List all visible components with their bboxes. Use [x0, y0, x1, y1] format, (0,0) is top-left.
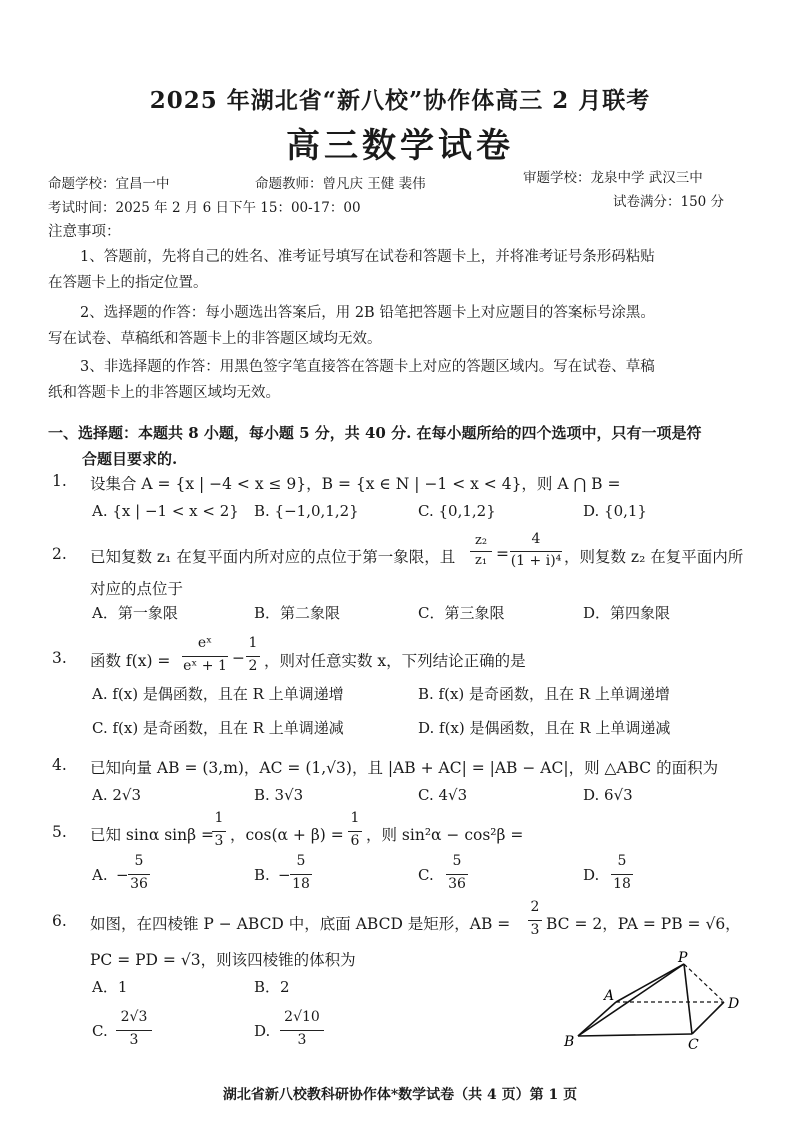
fraction-bar: [280, 1030, 324, 1031]
fraction-bar: [212, 831, 226, 832]
equals-sign: =: [496, 545, 509, 563]
option-a-sign: −: [116, 866, 129, 884]
fraction-denominator: 6: [350, 833, 360, 849]
vertex-label-c: C: [688, 1037, 699, 1050]
option-d: D．第四象限: [583, 604, 671, 622]
edge-pc: [684, 964, 692, 1034]
note-line: 1、答题前，先将自己的姓名、准考证号填写在试卷和答题卡上，并将准考证号条形码粘贴: [80, 249, 655, 265]
minus-sign: −: [232, 649, 245, 667]
fraction-bar: [246, 656, 260, 657]
option-b-label: B.: [254, 866, 270, 884]
option-b-sign: −: [278, 866, 291, 884]
option-c: C．第三象限: [418, 604, 505, 622]
edge-cd: [692, 1002, 724, 1034]
fraction-bar: [128, 874, 150, 875]
option-a: A．1: [92, 978, 128, 996]
option-a-denominator: 36: [130, 876, 148, 892]
vertex-label-a: A: [604, 988, 615, 1004]
full-score: 试卷满分：150 分: [613, 194, 725, 210]
question-number: 2.: [52, 545, 67, 563]
fraction-bar: [116, 1030, 152, 1031]
fraction-denominator: 3: [214, 833, 224, 849]
option-d-label: D.: [583, 866, 600, 884]
question-number: 3.: [52, 649, 67, 667]
fraction-denominator: (1 + i)⁴: [510, 553, 562, 569]
option-d-numerator: 5: [617, 853, 627, 869]
note-line: 写在试卷、草稿纸和答题卡上的非答题区域均无效。: [48, 331, 382, 347]
fraction-bar: [528, 920, 542, 921]
option-b: B．第二象限: [254, 604, 341, 622]
note-line: 2、选择题的作答：每小题选出答案后，用 2B 铅笔把答题卡上对应题目的答案标号涂黑。: [80, 305, 655, 321]
question-stem-cont: ，则复数 z₂ 在复平面内所: [564, 548, 744, 566]
question-number: 6.: [52, 912, 67, 930]
option-c-denominator: 36: [448, 876, 466, 892]
option-a: A. 2√3: [92, 786, 142, 804]
option-b: B. 3√3: [254, 786, 304, 804]
edge-pb: [578, 964, 684, 1036]
fraction-bar: [611, 874, 633, 875]
fraction-numerator: eˣ: [197, 635, 213, 651]
proposition-school: 命题学校：宜昌一中: [48, 176, 170, 192]
option-b: B. f(x) 是奇函数，且在 R 上单调递增: [418, 685, 670, 703]
option-c-label: C.: [92, 1022, 108, 1040]
edge-pd-hidden: [684, 964, 724, 1002]
fraction-bar: [446, 874, 468, 875]
note-line: 在答题卡上的指定位置。: [48, 275, 208, 291]
vertex-label-b: B: [564, 1034, 575, 1050]
page-footer: 湖北省新八校教科研协作体*数学试卷（共 4 页）第 1 页: [222, 1087, 578, 1103]
edge-ba: [578, 1002, 616, 1036]
option-d-numerator: 2√10: [284, 1009, 320, 1025]
question-stem: 已知向量 AB = (3,m)，AC = (1,√3)，且 |AB + AC| = |AB − AC|，则 △ABC 的面积为: [90, 759, 719, 777]
note-line: 3、非选择题的作答：用黑色签字笔直接答在答题卡上对应的答题区域内。写在试卷、草稿: [80, 359, 655, 375]
question-stem-line2: 对应的点位于: [90, 580, 184, 598]
fraction-bar: [290, 874, 312, 875]
question-stem-cont: BC = 2，PA = PB = √6，: [546, 915, 741, 933]
question-number: 4.: [52, 756, 67, 774]
fraction-numerator: 2: [530, 899, 540, 915]
option-d-denominator: 3: [297, 1032, 307, 1048]
section-heading-cont: 合题目要求的.: [82, 450, 178, 468]
option-d: D. f(x) 是偶函数，且在 R 上单调递减: [418, 719, 671, 737]
option-c: C. f(x) 是奇函数，且在 R 上单调递减: [92, 719, 344, 737]
fraction-numerator: 1: [350, 810, 360, 826]
fraction-bar: [510, 551, 562, 552]
fraction-denominator: z₁: [474, 553, 488, 568]
exam-time: 考试时间：2025 年 2 月 6 日下午 15：00-17：00: [48, 200, 361, 216]
option-c: C. 4√3: [418, 786, 468, 804]
vertex-label-p: P: [678, 950, 688, 966]
notes-heading: 注意事项：: [48, 224, 121, 240]
note-line: 纸和答题卡上的非答题区域均无效。: [48, 385, 280, 401]
question-stem-cont: ，cos(α + β) =: [230, 826, 344, 844]
edge-bc: [578, 1034, 692, 1036]
vertex-label-d: D: [728, 996, 740, 1012]
option-d: D. 6√3: [583, 786, 633, 804]
fraction-denominator: 3: [530, 922, 540, 938]
fraction-denominator: eˣ + 1: [183, 658, 227, 674]
option-b: B．2: [254, 978, 290, 996]
option-a: A．第一象限: [92, 604, 178, 622]
exam-title-line2: 高三数学试卷: [286, 126, 514, 166]
question-stem-line2: PC = PD = √3，则该四棱锥的体积为: [90, 951, 356, 969]
question-stem: 如图，在四棱锥 P − ABCD 中，底面 ABCD 是矩形，AB =: [90, 915, 511, 933]
fraction-numerator: 1: [214, 810, 224, 826]
question-stem: 设集合 A = {x | −4 < x ≤ 9}，B = {x ∈ N | −1 < x < 4}，则 A ⋂ B =: [90, 475, 621, 493]
question-stem-cont: ，则 sin²α − cos²β =: [366, 826, 524, 844]
option-d: D. {0,1}: [583, 502, 647, 520]
pyramid-figure: [560, 950, 760, 1050]
question-stem: 已知复数 z₁ 在复平面内所对应的点位于第一象限，且: [90, 548, 456, 566]
question-stem-cont: ，则对任意实数 x，下列结论正确的是: [264, 652, 526, 670]
fraction-denominator: 2: [248, 658, 258, 674]
option-c-numerator: 5: [452, 853, 462, 869]
fraction-bar: [470, 551, 492, 552]
question-number: 5.: [52, 823, 67, 841]
fraction-bar: [182, 656, 228, 657]
review-school: 审题学校：龙泉中学 武汉三中: [523, 170, 703, 186]
section-heading: 一、选择题：本题共 8 小题，每小题 5 分，共 40 分. 在每小题所给的四个选项中，只有一项是符: [48, 424, 702, 442]
option-b: B. {−1,0,1,2}: [254, 502, 359, 520]
fraction-numerator: 1: [248, 635, 258, 651]
exam-title-line1: 2025 年湖北省“新八校”协作体高三 2 月联考: [149, 87, 651, 114]
fraction-numerator: 4: [531, 531, 541, 547]
question-stem: 函数 f(x) =: [90, 652, 171, 670]
option-c-denominator: 3: [129, 1032, 139, 1048]
option-d-denominator: 18: [613, 876, 631, 892]
option-c-label: C.: [418, 866, 434, 884]
proposition-teachers: 命题教师：曾凡庆 王健 裴伟: [255, 176, 426, 192]
option-d-label: D.: [254, 1022, 271, 1040]
option-b-numerator: 5: [296, 853, 306, 869]
option-b-denominator: 18: [292, 876, 310, 892]
question-stem: 已知 sinα sinβ =: [90, 826, 214, 844]
option-a: A. f(x) 是偶函数，且在 R 上单调递增: [92, 685, 344, 703]
option-a: A. {x | −1 < x < 2}: [92, 502, 239, 520]
fraction-numerator: z₂: [474, 533, 488, 548]
option-c-numerator: 2√3: [120, 1009, 148, 1025]
edge-pa: [616, 964, 684, 1002]
question-number: 1.: [52, 472, 67, 490]
option-a-label: A.: [92, 866, 108, 884]
option-c: C. {0,1,2}: [418, 502, 496, 520]
fraction-bar: [348, 831, 362, 832]
option-a-numerator: 5: [134, 853, 144, 869]
